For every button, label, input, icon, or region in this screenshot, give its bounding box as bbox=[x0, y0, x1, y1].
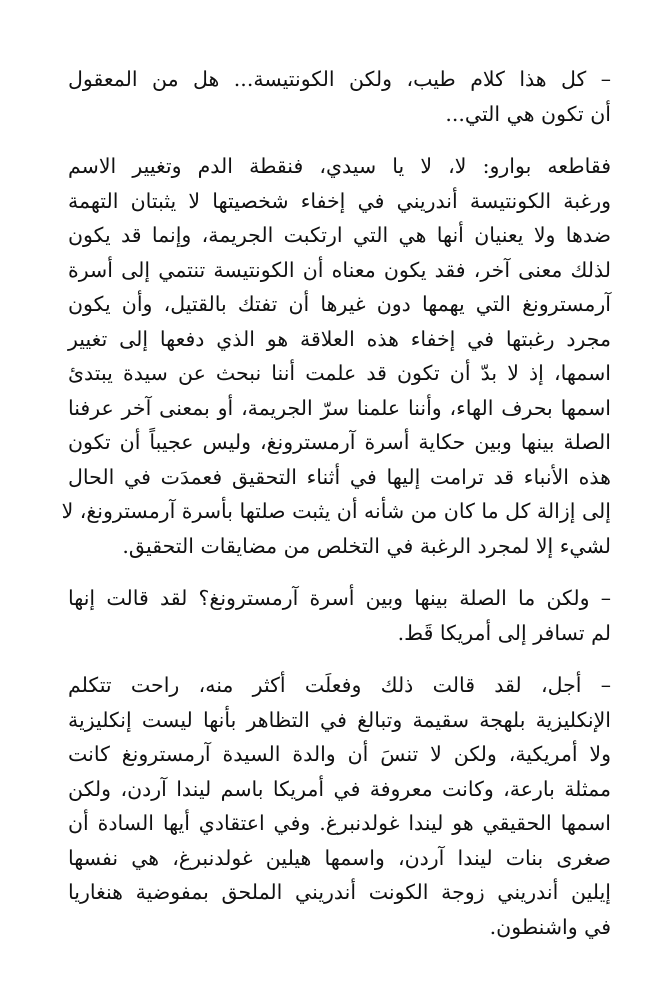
text-line: ولا أمريكية، ولكن لا تنسَ أن والدة السيدة آرمسترونغ كانت bbox=[68, 742, 612, 766]
text-line: لم تسافر إلى أمريكا قَط. bbox=[397, 620, 611, 645]
text-line: لذلك معنى آخر، فقد يكون معناه أن الكونتيسة تنتمي إلى أسرة bbox=[68, 257, 611, 282]
text-line: لشيء إلا لمجرد الرغبة في التخلص من مضايقات التحقيق. bbox=[122, 533, 611, 558]
text-line: هذه الأنباء قد ترامت إليها في أثناء التحقيق فعمدَت في الحال bbox=[68, 464, 611, 489]
text-line: ممثلة بارعة، وكانت معروفة في أمريكا باسم ليندا آردن، ولكن bbox=[68, 776, 611, 801]
text-line: مجرد رغبتها في إخفاء هذه العلاقة هو الذي دفعها إلى تغيير bbox=[68, 326, 611, 351]
text-line: إيلين أندريني زوجة الكونت أندريني الملحق بمفوضية هنغاريا bbox=[68, 880, 611, 904]
text-line: فقاطعه بوارو: لا، لا يا سيدي، فنقطة الدم وتغيير الاسم bbox=[68, 154, 611, 178]
text-line: اسمها الحقيقي هو ليندا غولدنبرغ. وفي اعتقادي أيها السادة أن bbox=[68, 811, 611, 835]
text-line: أن تكون هي التي... bbox=[445, 101, 611, 126]
text-line: اسمها بحرف الهاء، وأننا علمنا سرّ الجريمة، أو بمعنى آخر عرفنا bbox=[68, 395, 611, 420]
paragraph-2 bbox=[61, 149, 611, 563]
paragraph-3 bbox=[68, 581, 611, 650]
text-line: آرمسترونغ التي يهمها دون غيرها أن تفتك بالقتيل، وأن يكون bbox=[68, 292, 611, 316]
paragraph-1 bbox=[68, 62, 611, 131]
text-line: الصلة بينها وبين حكاية أسرة آرمسترونغ، وليس عجيباً أن تكون bbox=[68, 430, 611, 454]
text-line: – أجل، لقد قالت ذلك وفعلَت أكثر منه، راحت تتكلم bbox=[68, 673, 611, 697]
paragraph-4 bbox=[68, 668, 611, 944]
text-line: صغرى بنات ليندا آردن، واسمها هيلين غولدنبرغ، هي نفسها bbox=[68, 845, 611, 870]
text-line: اسمها، إذ لا بدّ أن تكون قد علمت أننا نبحث عن سيدة يبتدئ bbox=[68, 361, 611, 385]
text-line: الإنكليزية بلهجة سقيمة وتبالغ في التظاهر بأنها ليست إنكليزية bbox=[68, 707, 611, 732]
text-line: – ولكن ما الصلة بينها وبين أسرة آرمسترونغ؟ لقد قالت إنها bbox=[68, 586, 611, 610]
text-line: إلى إزالة كل ما كان من شأنه أن يثبت صلتها بأسرة آرمسترونغ، لا bbox=[61, 499, 611, 523]
text-line: ورغبة الكونتيسة أندريني في إخفاء شخصيتها لا يثبتان التهمة bbox=[68, 188, 611, 213]
text-line: – كل هذا كلام طيب، ولكن الكونتيسة... هل من المعقول bbox=[68, 67, 611, 91]
text-line: ضدها ولا يعنيان أنها هي التي ارتكبت الجريمة، وإنما قد يكون bbox=[68, 223, 611, 247]
text-line: في واشنطون. bbox=[489, 914, 611, 939]
